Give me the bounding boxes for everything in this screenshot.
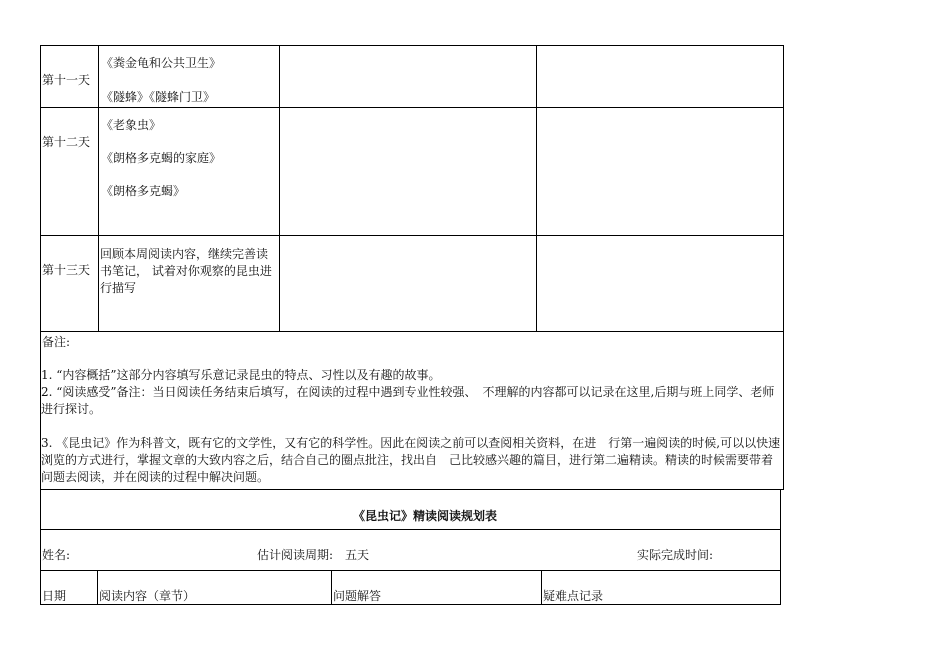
name-label: 姓名:: [42, 548, 71, 562]
finish-time-label: 实际完成时间:: [637, 548, 714, 562]
grid-line: [541, 570, 542, 605]
chapter-item: 《隧蜂》《隧蜂门卫》: [101, 90, 216, 104]
chapter-item: 《粪金龟和公共卫生》: [101, 56, 222, 70]
notes-heading: 备注:: [42, 335, 71, 349]
period-label: 估计阅读周期: 五天: [257, 548, 370, 562]
chapter-item: 《朗格多克蝎》: [101, 184, 186, 198]
column-header-difficulties: 疑难点记录: [543, 589, 604, 603]
day-label: 第十三天: [42, 263, 91, 277]
column-header-answers: 问题解答: [333, 589, 382, 603]
chapter-item: 《朗格多克蝎的家庭》: [101, 151, 222, 165]
grid-line: [536, 45, 537, 332]
grid-line: [97, 570, 98, 605]
day-label: 第十一天: [42, 73, 91, 87]
grid-line: [40, 529, 781, 530]
grid-line: [40, 45, 784, 46]
grid-line: [40, 489, 41, 605]
day-label: 第十二天: [42, 135, 91, 149]
grid-line: [40, 107, 784, 108]
grid-line: [783, 45, 784, 489]
grid-line: [40, 489, 784, 490]
chapter-item: 回顾本周阅读内容，继续完善读书笔记， 试着对你观察的昆虫进行描写: [100, 247, 272, 295]
grid-line: [40, 331, 784, 332]
grid-line: [331, 570, 332, 605]
grid-line: [40, 45, 41, 489]
chapter-item: 《老象虫》: [101, 118, 162, 132]
column-header-date: 日期: [42, 589, 67, 603]
table-title: 《昆虫记》精读阅读规划表: [353, 509, 498, 523]
grid-line: [279, 45, 280, 332]
grid-line: [780, 489, 781, 605]
note-item: 3. 《昆虫记》作为科普文，既有它的文学性，又有它的科学性。因此在阅读之前可以查阅相关资料，在进 行第一遍阅读的时候,可以以快速浏览的方式进行，掌握文章的大致内容之后，结合自己的圈点批注，找出自 己比较感兴趣的篇目，进行第二遍精读。精读的时候需要带着问题去阅读，并在阅读的过程中解决问题。: [41, 436, 781, 484]
note-item: 2. “阅读感受”备注：当日阅读任务结束后填写，在阅读的过程中遇到专业性较强、 不理解的内容都可以记录在这里,后期与班上同学、老师进行探讨。: [41, 385, 775, 416]
column-header-content: 阅读内容（章节）: [99, 589, 196, 603]
note-item: 1. “内容概括”这部分内容填写乐意记录昆虫的特点、习性以及有趣的故事。: [41, 368, 441, 382]
grid-line: [40, 604, 781, 605]
grid-line: [98, 45, 99, 332]
grid-line: [40, 570, 781, 571]
grid-line: [40, 235, 784, 236]
